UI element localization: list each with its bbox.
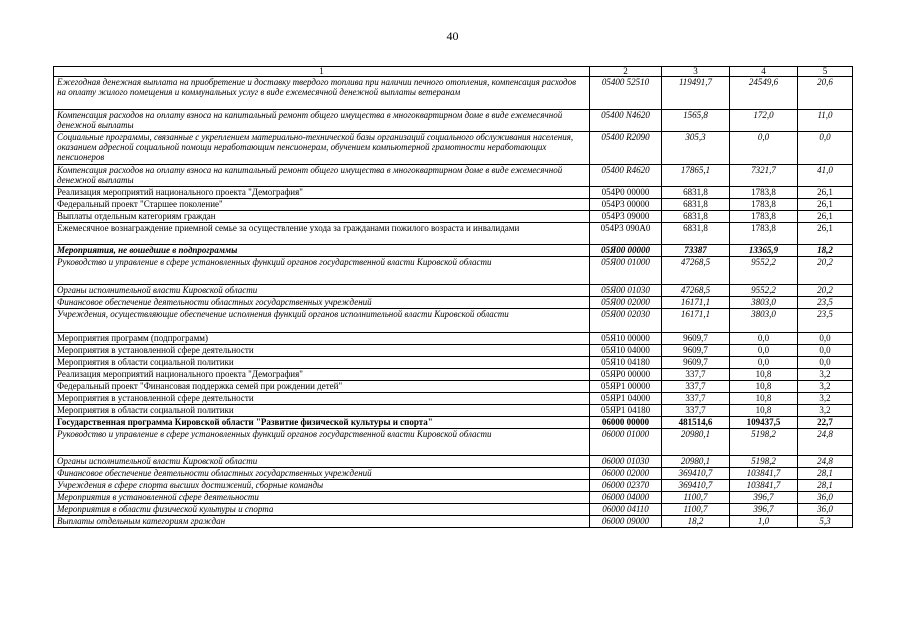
row-value-col4: 24549,6	[730, 77, 798, 110]
row-value-col4: 10,8	[730, 393, 798, 405]
row-value-col5: 11,0	[798, 110, 853, 132]
row-value-col4: 103841,7	[730, 480, 798, 492]
row-value-col4: 3803,0	[730, 309, 798, 333]
row-value-col5: 28,1	[798, 468, 853, 480]
row-value-col4: 0,0	[730, 132, 798, 165]
table-row	[54, 333, 853, 345]
row-code: 05ЯР1 04000	[590, 393, 662, 405]
table-row	[54, 492, 853, 504]
table-row	[54, 110, 853, 132]
table-row	[54, 199, 853, 211]
row-name: Учреждения в сфере спорта высших достижений, сборные команды	[54, 480, 590, 492]
table-row	[54, 468, 853, 480]
row-value-col5: 26,1	[798, 187, 853, 199]
row-value-col4: 396,7	[730, 492, 798, 504]
row-name: Мероприятия в области социальной политики	[54, 405, 590, 417]
row-value-col3: 20980,1	[662, 429, 730, 456]
row-value-col5: 23,5	[798, 309, 853, 333]
row-value-col3: 47268,5	[662, 257, 730, 285]
table-row	[54, 417, 853, 429]
table-row	[54, 381, 853, 393]
table-row	[54, 429, 853, 456]
row-value-col4: 9552,2	[730, 257, 798, 285]
row-value-col4: 5198,2	[730, 456, 798, 468]
row-value-col4: 0,0	[730, 345, 798, 357]
header-cell-1: 1	[54, 67, 590, 77]
row-value-col5: 36,0	[798, 492, 853, 504]
row-name: Выплаты отдельным категориям граждан	[54, 516, 590, 528]
row-value-col5: 36,0	[798, 504, 853, 516]
row-value-col5: 24,8	[798, 429, 853, 456]
row-value-col3: 337,7	[662, 381, 730, 393]
row-value-col3: 1100,7	[662, 504, 730, 516]
row-value-col4: 103841,7	[730, 468, 798, 480]
row-code: 05Я00 02030	[590, 309, 662, 333]
row-value-col5: 24,8	[798, 456, 853, 468]
row-value-col5: 20,2	[798, 257, 853, 285]
row-code: 05Я00 01030	[590, 285, 662, 297]
table-row	[54, 369, 853, 381]
row-value-col3: 6831,8	[662, 211, 730, 223]
row-value-col4: 7321,7	[730, 165, 798, 187]
row-value-col3: 337,7	[662, 369, 730, 381]
row-code: 054P3 090A0	[590, 223, 662, 245]
row-name: Компенсация расходов на оплату взноса на капитальный ремонт общего имущества в многоквартирном доме в виде ежемесячной денежной выплаты	[54, 110, 590, 132]
row-code: 06000 04110	[590, 504, 662, 516]
row-code: 05ЯР1 00000	[590, 381, 662, 393]
row-value-col4: 3803,0	[730, 297, 798, 309]
header-cell-4: 4	[730, 67, 798, 77]
row-value-col5: 20,2	[798, 285, 853, 297]
row-value-col3: 9609,7	[662, 357, 730, 369]
row-value-col5: 3,2	[798, 393, 853, 405]
row-value-col5: 5,3	[798, 516, 853, 528]
row-name: Органы исполнительной власти Кировской области	[54, 285, 590, 297]
row-value-col4: 109437,5	[730, 417, 798, 429]
row-value-col4: 1783,8	[730, 223, 798, 245]
row-value-col5: 18,2	[798, 245, 853, 257]
row-name: Федеральный проект "Финансовая поддержка семей при рождении детей"	[54, 381, 590, 393]
row-code: 06000 00000	[590, 417, 662, 429]
budget-table	[53, 66, 853, 528]
page-number: 40	[446, 29, 459, 43]
row-value-col3: 1100,7	[662, 492, 730, 504]
row-value-col3: 16171,1	[662, 297, 730, 309]
table-row	[54, 285, 853, 297]
row-name: Ежегодная денежная выплата на приобретение и доставку твердого топлива при наличии печного отопления, компенсация расходов на оплату жилого помещения и коммунальных услуг в виде ежемесячной денежной выплаты ветеранам	[54, 77, 590, 110]
row-value-col5: 26,1	[798, 223, 853, 245]
table-row	[54, 393, 853, 405]
table-row	[54, 456, 853, 468]
row-value-col3: 119491,7	[662, 77, 730, 110]
row-value-col3: 369410,7	[662, 480, 730, 492]
table-row	[54, 297, 853, 309]
table-row	[54, 405, 853, 417]
row-value-col4: 172,0	[730, 110, 798, 132]
row-code: 06000 02370	[590, 480, 662, 492]
row-value-col5: 41,0	[798, 165, 853, 187]
row-value-col5: 0,0	[798, 132, 853, 165]
table-row	[54, 504, 853, 516]
row-value-col3: 16171,1	[662, 309, 730, 333]
row-code: 06000 04000	[590, 492, 662, 504]
row-value-col4: 0,0	[730, 357, 798, 369]
row-value-col3: 337,7	[662, 393, 730, 405]
row-code: 05400 R4620	[590, 165, 662, 187]
row-value-col5: 23,5	[798, 297, 853, 309]
row-value-col4: 396,7	[730, 504, 798, 516]
row-value-col3: 9609,7	[662, 345, 730, 357]
row-code: 05Я00 00000	[590, 245, 662, 257]
table-row	[54, 480, 853, 492]
table-row	[54, 77, 853, 110]
row-value-col4: 5198,2	[730, 429, 798, 456]
table-row	[54, 211, 853, 223]
row-code: 05Я10 00000	[590, 333, 662, 345]
row-name: Реализация мероприятий национального проекта "Демография"	[54, 369, 590, 381]
table-row	[54, 309, 853, 333]
table-header-row	[54, 67, 853, 77]
table-row	[54, 357, 853, 369]
row-name: Финансовое обеспечение деятельности областных государственных учреждений	[54, 297, 590, 309]
row-code: 05Я00 02000	[590, 297, 662, 309]
row-name: Финансовое обеспечение деятельности областных государственных учреждений	[54, 468, 590, 480]
row-value-col3: 47268,5	[662, 285, 730, 297]
table-row	[54, 223, 853, 245]
row-value-col3: 6831,8	[662, 223, 730, 245]
row-name: Мероприятия в области социальной политики	[54, 357, 590, 369]
row-code: 054P3 00000	[590, 199, 662, 211]
header-cell-5: 5	[798, 67, 853, 77]
row-name: Мероприятия в установленной сфере деятельности	[54, 345, 590, 357]
row-code: 06000 01030	[590, 456, 662, 468]
row-value-col5: 0,0	[798, 345, 853, 357]
row-code: 05ЯР1 04180	[590, 405, 662, 417]
row-value-col3: 9609,7	[662, 333, 730, 345]
table-row	[54, 516, 853, 528]
table-row	[54, 132, 853, 165]
row-name: Федеральный проект "Старшее поколение"	[54, 199, 590, 211]
header-cell-2: 2	[590, 67, 662, 77]
row-name: Государственная программа Кировской области "Развитие физической культуры и спорта"	[54, 417, 590, 429]
row-value-col5: 0,0	[798, 357, 853, 369]
row-value-col5: 22,7	[798, 417, 853, 429]
row-name: Социальные программы, связанные с укреплением материально-технической базы организаций социального обслуживания населения, оказанием адресной социальной помощи неработающим пенсионерам, обучением компьютерной грамотности неработающих пенсионеров	[54, 132, 590, 165]
row-value-col3: 6831,8	[662, 187, 730, 199]
row-value-col4: 13365,9	[730, 245, 798, 257]
row-value-col3: 481514,6	[662, 417, 730, 429]
row-value-col4: 10,8	[730, 405, 798, 417]
row-code: 05400 52510	[590, 77, 662, 110]
row-name: Выплаты отдельным категориям граждан	[54, 211, 590, 223]
row-name: Ежемесячное вознаграждение приемной семье за осуществление ухода за гражданами пожилого возраста и инвалидами	[54, 223, 590, 245]
row-name: Мероприятия программ (подпрограмм)	[54, 333, 590, 345]
row-value-col3: 1565,8	[662, 110, 730, 132]
row-code: 05Я10 04000	[590, 345, 662, 357]
row-code: 06000 02000	[590, 468, 662, 480]
row-code: 06000 01000	[590, 429, 662, 456]
row-value-col4: 1783,8	[730, 187, 798, 199]
row-value-col5: 0,0	[798, 333, 853, 345]
table-row	[54, 165, 853, 187]
row-value-col4: 1783,8	[730, 199, 798, 211]
row-value-col3: 20980,1	[662, 456, 730, 468]
row-value-col5: 26,1	[798, 211, 853, 223]
row-value-col3: 73387	[662, 245, 730, 257]
row-code: 054P0 00000	[590, 187, 662, 199]
row-name: Учреждения, осуществляющие обеспечение исполнения функций органов исполнительной власти Кировской области	[54, 309, 590, 333]
table-row	[54, 257, 853, 285]
row-value-col4: 1,0	[730, 516, 798, 528]
row-code: 05Я00 01000	[590, 257, 662, 285]
row-code: 06000 09000	[590, 516, 662, 528]
row-name: Компенсация расходов на оплату взноса на капитальный ремонт общего имущества в многоквартирном доме в виде ежемесячной денежной выплаты	[54, 165, 590, 187]
row-value-col3: 18,2	[662, 516, 730, 528]
row-code: 054P3 09000	[590, 211, 662, 223]
row-value-col3: 17865,1	[662, 165, 730, 187]
row-value-col5: 3,2	[798, 381, 853, 393]
row-value-col4: 0,0	[730, 333, 798, 345]
row-value-col5: 26,1	[798, 199, 853, 211]
row-name: Мероприятия в установленной сфере деятельности	[54, 393, 590, 405]
table-row	[54, 245, 853, 257]
row-value-col4: 1783,8	[730, 211, 798, 223]
row-code: 05Я10 04180	[590, 357, 662, 369]
row-value-col5: 3,2	[798, 405, 853, 417]
row-value-col3: 369410,7	[662, 468, 730, 480]
row-name: Мероприятия в области физической культуры и спорта	[54, 504, 590, 516]
row-value-col4: 10,8	[730, 369, 798, 381]
row-code: 05ЯР0 00000	[590, 369, 662, 381]
row-value-col5: 20,6	[798, 77, 853, 110]
row-code: 05400 R2090	[590, 132, 662, 165]
table-row	[54, 345, 853, 357]
row-value-col3: 305,3	[662, 132, 730, 165]
header-cell-3: 3	[662, 67, 730, 77]
row-name: Руководство и управление в сфере установленных функций органов государственной власти Кировской области	[54, 429, 590, 456]
row-value-col5: 28,1	[798, 480, 853, 492]
row-name: Реализация мероприятий национального проекта "Демография"	[54, 187, 590, 199]
row-value-col3: 337,7	[662, 405, 730, 417]
row-name: Руководство и управление в сфере установленных функций органов государственной власти Кировской области	[54, 257, 590, 285]
row-code: 05400 N4620	[590, 110, 662, 132]
row-name: Мероприятия, не вошедшие в подпрограммы	[54, 245, 590, 257]
row-value-col4: 10,8	[730, 381, 798, 393]
row-value-col4: 9552,2	[730, 285, 798, 297]
row-value-col3: 6831,8	[662, 199, 730, 211]
row-value-col5: 3,2	[798, 369, 853, 381]
row-name: Органы исполнительной власти Кировской области	[54, 456, 590, 468]
row-name: Мероприятия в установленной сфере деятельности	[54, 492, 590, 504]
table-row	[54, 187, 853, 199]
